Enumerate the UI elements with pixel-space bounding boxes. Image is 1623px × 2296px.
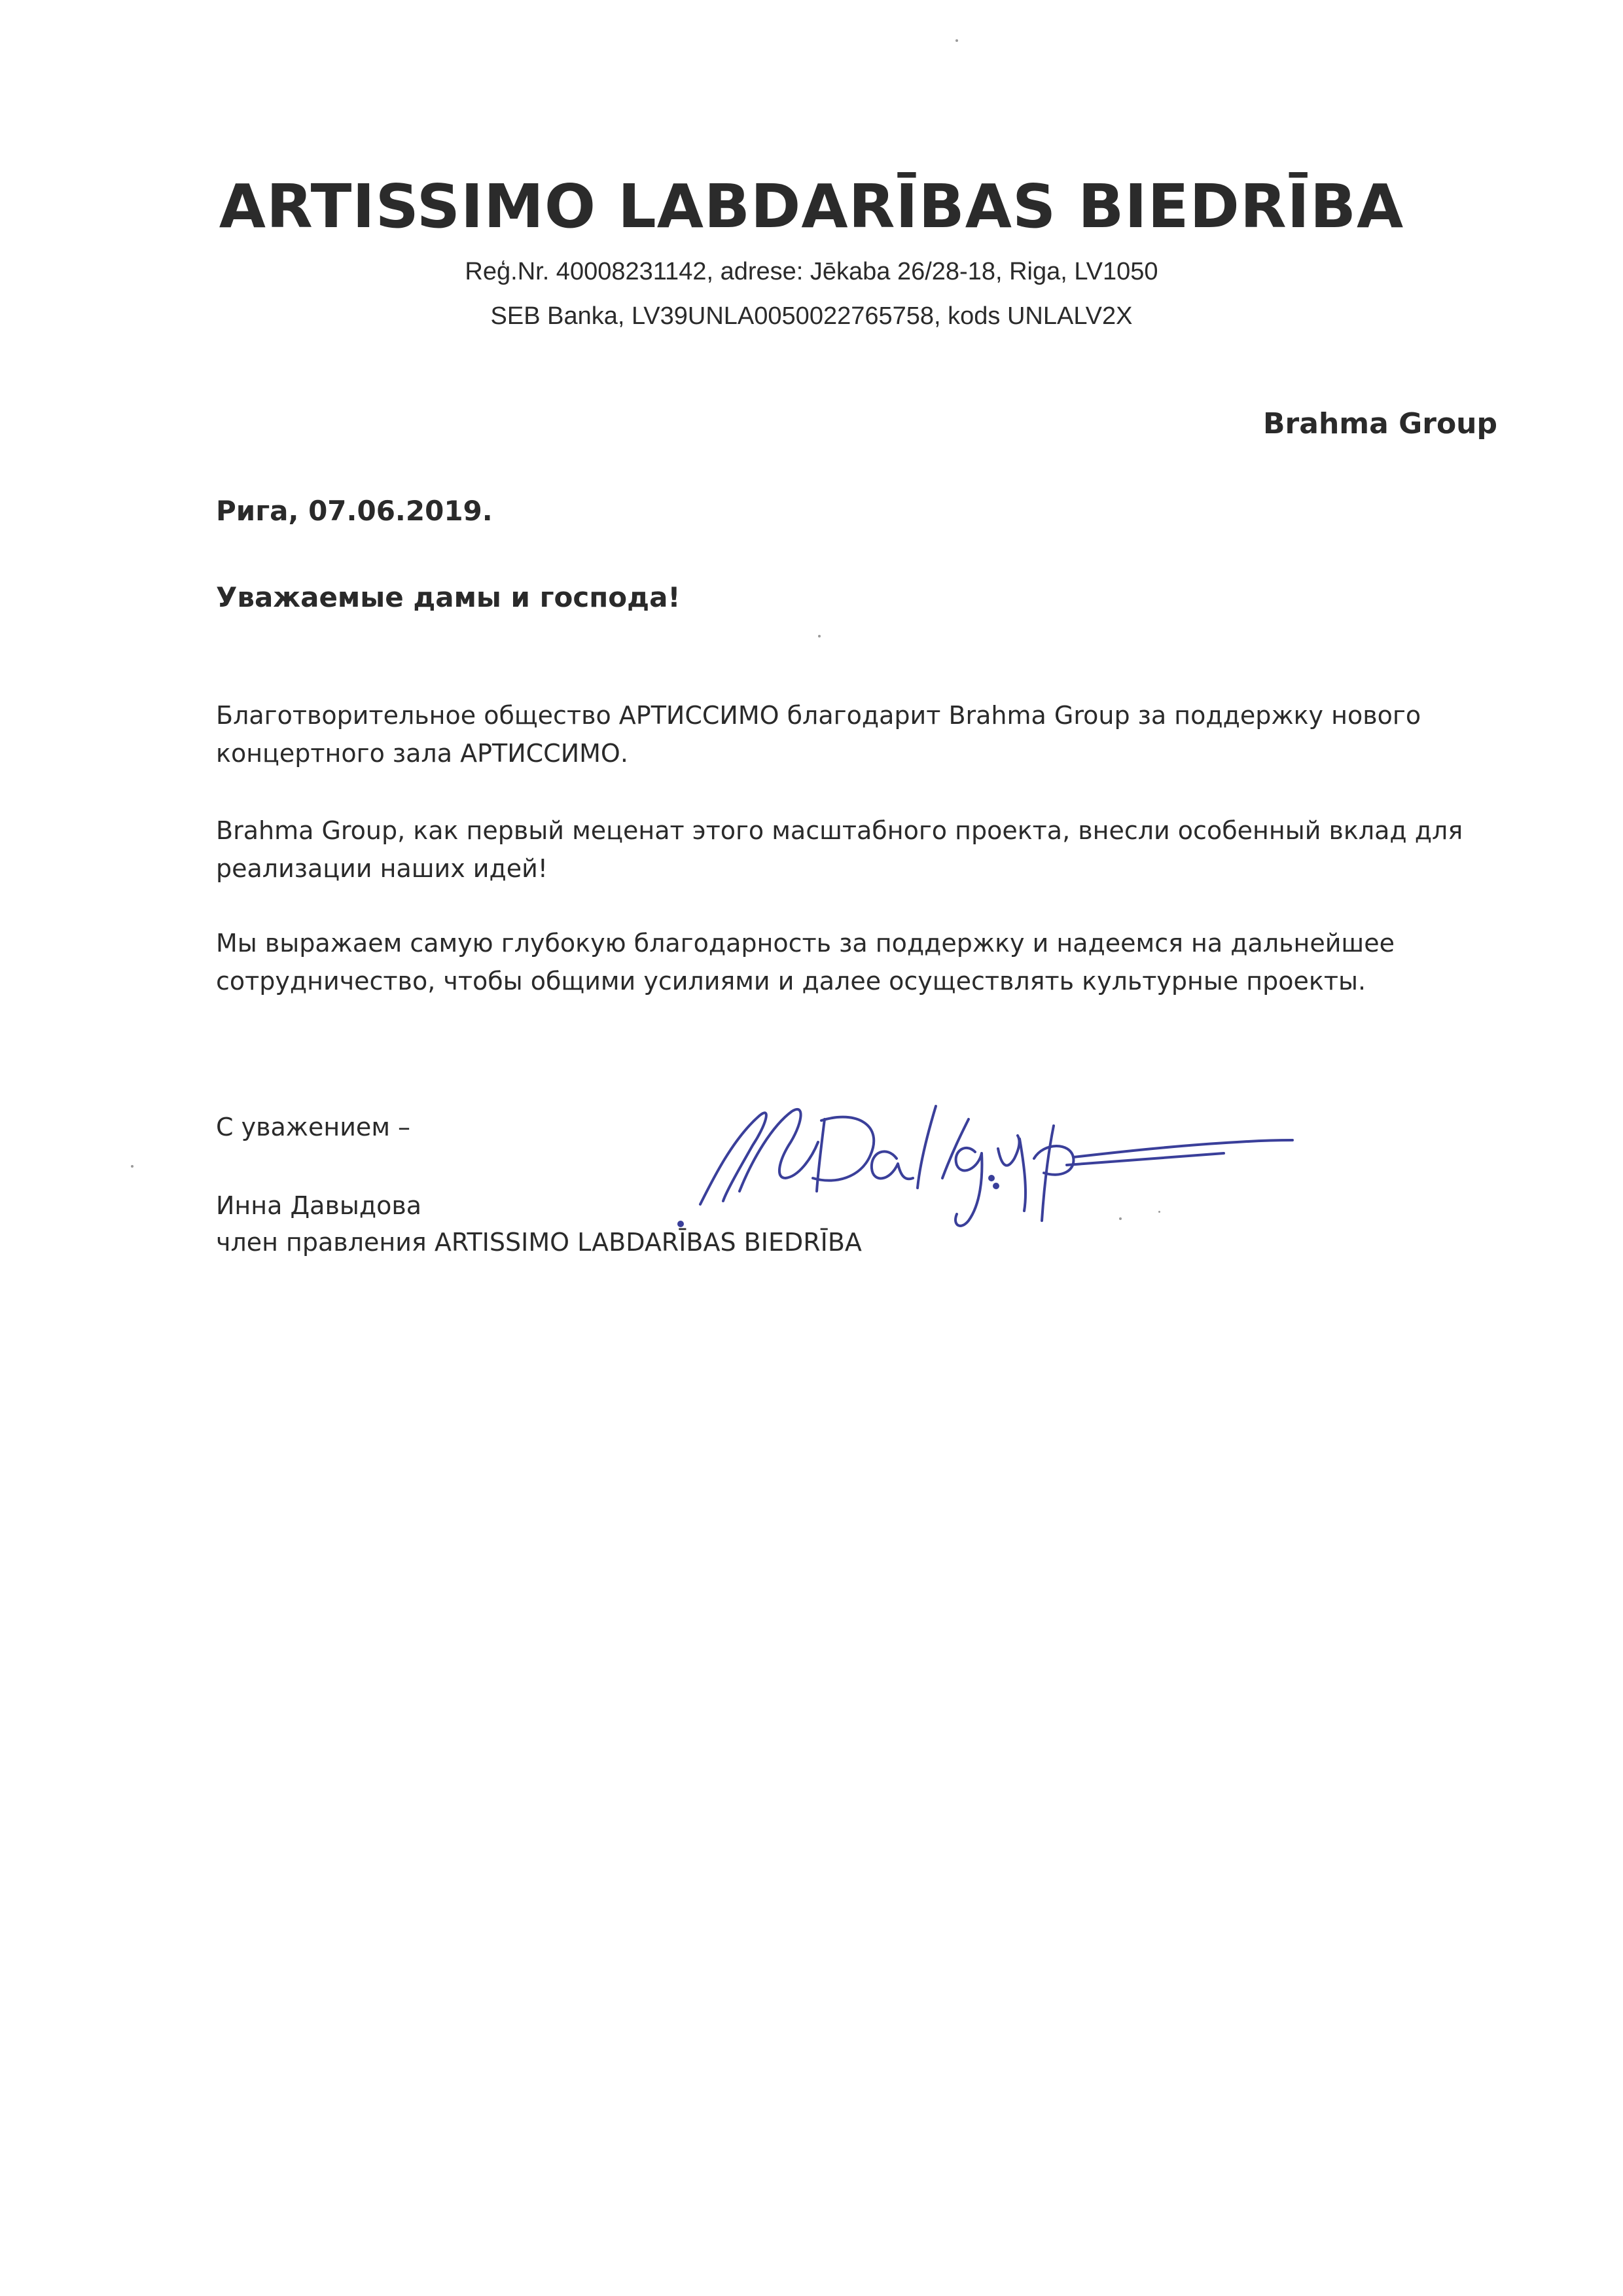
letterhead-org-name: ARTISSIMO LABDARĪBAS BIEDRĪBA — [219, 171, 1404, 242]
scan-speck — [818, 635, 821, 637]
signer-name: Инна Давыдова — [216, 1191, 422, 1220]
closing-phrase: С уважением – — [216, 1113, 411, 1141]
signer-role: член правления ARTISSIMO LABDARĪBAS BIEDRĪBA — [216, 1228, 862, 1257]
date-line: Рига, 07.06.2019. — [216, 495, 493, 527]
scan-speck — [955, 39, 958, 42]
scan-speck — [1158, 1211, 1160, 1213]
scan-speck — [131, 1165, 134, 1168]
letterhead-registration-line: Reģ.Nr. 40008231142, adrese: Jēkaba 26/28-18, Riga, LV1050 — [465, 258, 1158, 285]
salutation: Уважаемые дамы и господа! — [216, 581, 681, 613]
recipient-name: Brahma Group — [1263, 407, 1497, 440]
handwritten-signature — [661, 1080, 1302, 1237]
body-paragraph-1: Благотворительное общество АРТИССИМО благодарит Brahma Group за поддержку нового концертного зала АРТИССИМО. — [216, 701, 1421, 768]
body-paragraph-3: Мы выражаем самую глубокую благодарность за поддержку и надеемся на дальнейшее сотрудничество, чтобы общими усилиями и далее осуществлять культурные проекты. — [216, 929, 1395, 996]
letterhead-bank-line: SEB Banka, LV39UNLA0050022765758, kods UNLALV2X — [490, 302, 1133, 330]
body-paragraph-2: Brahma Group, как первый меценат этого масштабного проекта, внесли особенный вклад для реализации наших идей! — [216, 816, 1463, 883]
scan-speck — [1119, 1217, 1122, 1220]
